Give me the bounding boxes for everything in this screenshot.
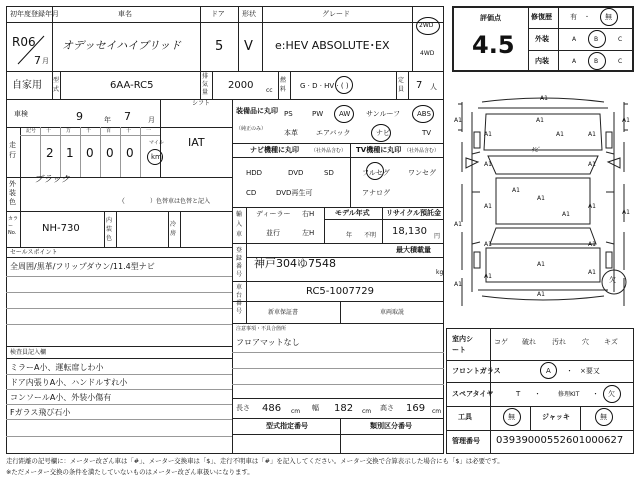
mark-front-left-fender: A1 bbox=[484, 131, 492, 138]
mark-roof: A1 bbox=[537, 195, 545, 202]
odo-cell-divider bbox=[80, 127, 81, 177]
int-grade-c: C bbox=[618, 58, 623, 65]
odo-cell-divider bbox=[40, 127, 41, 177]
car-damage-diagram bbox=[452, 92, 634, 318]
odo-unit-km: km bbox=[151, 153, 162, 161]
navi-hdd: HDD bbox=[246, 169, 263, 177]
repair-label: 修復歴 bbox=[531, 13, 552, 21]
mark-right-a: A1 bbox=[622, 117, 630, 124]
jack-value: 無 bbox=[600, 413, 607, 421]
spare-missing: 欠 bbox=[608, 390, 615, 398]
length-value: 486 bbox=[262, 403, 282, 414]
displacement-value: 2000 bbox=[228, 80, 254, 91]
repair-no: 無 bbox=[605, 13, 612, 21]
shift-value: IAT bbox=[188, 136, 205, 149]
inspection-month: 7 bbox=[124, 110, 131, 123]
equip-ps: PS bbox=[284, 110, 293, 118]
max-load-label: 最大積載量 bbox=[396, 246, 431, 254]
displacement-label: 排気量 bbox=[202, 73, 209, 96]
odo-unit-header: 一 bbox=[146, 128, 152, 134]
tools-value-circle bbox=[503, 408, 521, 426]
use-type: 自家用 bbox=[12, 80, 42, 91]
odo-digit: 0 bbox=[86, 146, 94, 160]
height-label: 高さ bbox=[380, 404, 394, 412]
mark-front-right-fender: A1 bbox=[588, 131, 596, 138]
first-reg-month-suffix: 月 bbox=[42, 57, 49, 65]
spare-kit: 修理KIT bbox=[558, 391, 580, 398]
width-label: 幅 bbox=[312, 404, 319, 412]
equip-tv: TV bbox=[422, 129, 432, 137]
odo-digit: 0 bbox=[126, 146, 134, 160]
mark-hood: A1 bbox=[536, 117, 544, 124]
equip-airbag: エアバック bbox=[316, 129, 351, 137]
mark-rear-right: A1 bbox=[588, 269, 596, 276]
odo-unit-header: 十 bbox=[126, 128, 132, 134]
shape-value: V bbox=[244, 39, 253, 54]
mark-rear-bumper: A1 bbox=[537, 291, 545, 298]
tv-label: TV機種に丸印 bbox=[356, 146, 402, 154]
odo-unit-header: 千 bbox=[86, 128, 92, 134]
notes-label: 注意事項・不具合箇所 bbox=[236, 326, 287, 332]
spare-dot1: ・ bbox=[534, 390, 541, 398]
sales-point-label: セールスポイント bbox=[10, 249, 58, 256]
footer-line-1: 走行距離の記号欄に：メーター改ざん車は「#」、メーター交換車は「$」、走行不明車は「#」を記入してください。メーター交換で合算表示した場合にも「$」は必要です。 bbox=[6, 457, 504, 465]
equip-abs-circle bbox=[412, 105, 434, 123]
odo-cell-divider bbox=[100, 127, 101, 177]
windshield-dot: ・ bbox=[566, 367, 573, 375]
exterior-label: 外装色 bbox=[9, 180, 16, 206]
seat-hole: 穴 bbox=[582, 338, 589, 346]
model-year-year: 年 bbox=[346, 232, 353, 239]
mark-right-quarter: A1 bbox=[588, 241, 596, 248]
score-label: 評価点 bbox=[480, 14, 501, 22]
model-year-label: モデル年式 bbox=[335, 209, 370, 217]
repair-dot: ・ bbox=[584, 14, 591, 21]
width-unit: cm bbox=[362, 408, 372, 415]
mark-hood-2: A1 bbox=[556, 131, 564, 138]
tools-value: 無 bbox=[508, 413, 515, 421]
length-label: 長さ bbox=[236, 404, 250, 412]
height-unit: cm bbox=[432, 408, 442, 415]
fuel-label: 燃料 bbox=[280, 77, 287, 93]
color-no-value: NH-730 bbox=[42, 223, 80, 234]
manual-label: 車両取説 bbox=[380, 309, 405, 316]
import-parallel: 並行 bbox=[266, 229, 280, 237]
exterior-color: ブラック bbox=[34, 175, 70, 185]
color-note-paren: （ bbox=[118, 197, 125, 205]
recycle-fee-label: リサイクル預託金 bbox=[386, 209, 442, 217]
car-name-label: 車名 bbox=[118, 10, 132, 18]
mark-right-front-door: A1 bbox=[588, 161, 596, 168]
warranty-label: 新車保証書 bbox=[268, 309, 299, 316]
grade-value: e:HEV ABSOLUTE･EX bbox=[275, 39, 390, 52]
spare-dot2: ・ bbox=[592, 390, 599, 398]
mark-right-side: A1 bbox=[622, 209, 630, 216]
tv-note: （社外品含む） bbox=[404, 148, 440, 154]
drive-4wd: 4WD bbox=[420, 50, 435, 57]
tv-fullseg-circle bbox=[366, 162, 384, 180]
odo-unit-header: 記号 bbox=[26, 128, 37, 134]
car-outline bbox=[452, 92, 634, 314]
inspector-line-1: ミラーA小、運転席しわ小 bbox=[10, 363, 104, 372]
import-left-h: 左H bbox=[302, 229, 315, 237]
odo-digit: 1 bbox=[66, 146, 74, 160]
drive-2wd-circle bbox=[416, 17, 440, 35]
height-value: 169 bbox=[406, 403, 426, 414]
ext-grade-b-circle bbox=[588, 30, 606, 48]
sales-point-text: 全周囲/黒革/フリップダウン/11.4型ナビ bbox=[10, 262, 155, 271]
odo-cell-divider bbox=[140, 127, 141, 177]
notes-text: フロアマットなし bbox=[236, 338, 300, 347]
mark-left-a: A1 bbox=[454, 117, 462, 124]
inspection-label: 車検 bbox=[14, 110, 28, 118]
import-label: 輸入車 bbox=[236, 211, 243, 238]
mark-right-rear-door: A1 bbox=[588, 203, 596, 210]
seat-dirt: 汚れ bbox=[552, 338, 566, 346]
class-number-label: 類別区分番号 bbox=[370, 422, 412, 430]
windshield-x: ×要又 bbox=[580, 367, 600, 375]
equip-navi: ナビ bbox=[376, 129, 390, 137]
width-value: 182 bbox=[334, 403, 354, 414]
ext-grade-c: C bbox=[618, 36, 623, 43]
int-grade-b-circle bbox=[588, 52, 606, 70]
mark-spare-missing: 欠 bbox=[609, 276, 616, 284]
chassis-value: RC5-1007729 bbox=[306, 286, 374, 297]
int-grade-a: A bbox=[572, 58, 577, 65]
type-designation-label: 型式指定番号 bbox=[266, 422, 308, 430]
mark-front-bumper: A1 bbox=[540, 95, 548, 102]
spare-label: スペアタイヤ bbox=[452, 390, 494, 398]
odo-unit-mile: マイル bbox=[149, 140, 164, 146]
grade-label: グレード bbox=[322, 10, 350, 18]
chassis-label: 車台番号 bbox=[236, 284, 243, 315]
equip-sunroof: サンルーフ bbox=[366, 110, 401, 118]
footer-line-2: ※ただメーター交換の条件を満たしていないものはメーター改ざん車扱いになります。 bbox=[6, 468, 254, 476]
spare-t: T bbox=[516, 390, 521, 398]
registration-number: 神戸304ゆ7548 bbox=[254, 257, 336, 270]
first-reg-era-year: R06 bbox=[12, 35, 36, 49]
mgmt-label: 管理番号 bbox=[452, 437, 480, 445]
navi-dvd: DVD bbox=[288, 169, 304, 177]
import-right-h: 右H bbox=[302, 210, 315, 218]
mark-rear-left: A1 bbox=[484, 273, 492, 280]
exterior-grade-label: 外装 bbox=[535, 35, 549, 43]
mark-left-side: A1 bbox=[454, 221, 462, 228]
capacity-unit: 人 bbox=[430, 83, 437, 91]
jack-label: ジャッキ bbox=[542, 413, 570, 421]
mark-roof-2: A1 bbox=[512, 187, 520, 194]
windshield-a-circle bbox=[540, 362, 557, 379]
repair-yes: 有 bbox=[570, 13, 577, 21]
windshield-label: フロントガラス bbox=[452, 367, 501, 375]
doors-label: ドア bbox=[211, 10, 225, 18]
inspector-label: 検査員記入欄 bbox=[10, 349, 47, 356]
odo-unit-header: 万 bbox=[66, 128, 72, 134]
tv-oneseg: ワンセグ bbox=[408, 169, 436, 177]
equip-navi-circle bbox=[371, 124, 391, 142]
inspector-line-2: ドア内張りA小、ハンドルすれ小 bbox=[10, 378, 128, 387]
odo-digit: 0 bbox=[106, 146, 114, 160]
color-note: ）色替車は色替と記入 bbox=[150, 198, 211, 205]
mark-windshield: ﾅﾋﾞ bbox=[532, 147, 542, 154]
odo-label: 走行 bbox=[9, 141, 16, 159]
shift-label: シフト bbox=[192, 100, 211, 107]
registration-label: 登録番号 bbox=[236, 247, 243, 278]
recycle-fee-value: 18,130 bbox=[392, 226, 427, 237]
equipment-sublabel: （純正のみ） bbox=[236, 126, 267, 132]
car-name: オデッセイハイブリッド bbox=[62, 39, 182, 52]
ext-grade-a: A bbox=[572, 36, 577, 43]
inspection-year: 9 bbox=[76, 110, 83, 123]
odo-digit: 2 bbox=[46, 146, 54, 160]
ext-grade-b: B bbox=[594, 36, 599, 43]
equip-pw: PW bbox=[312, 110, 324, 118]
recycle-fee-unit: 円 bbox=[434, 233, 441, 240]
interior-grade-label: 内装 bbox=[535, 57, 549, 65]
mark-left-rocker: A1 bbox=[454, 281, 462, 288]
fuel-options: G · D · HV · ( ) bbox=[300, 82, 349, 90]
mark-left-quarter: A1 bbox=[484, 241, 492, 248]
equip-aw-circle bbox=[334, 105, 354, 123]
model-value: 6AA-RC5 bbox=[110, 80, 154, 91]
first-reg-month: 7 bbox=[34, 54, 41, 67]
jack-value-circle bbox=[595, 408, 613, 426]
mgmt-value: 0393900055260100062​7 bbox=[496, 435, 624, 446]
mark-left-rear-door: A1 bbox=[484, 203, 492, 210]
fuel-hv-circle bbox=[335, 76, 353, 94]
mark-trunk: A1 bbox=[537, 261, 545, 268]
seat-label: 室内シート bbox=[452, 335, 473, 354]
navi-dvd-play: DVD再生可 bbox=[276, 189, 313, 197]
odo-cell-divider bbox=[60, 127, 61, 177]
import-dealer: ディーラー bbox=[256, 210, 291, 218]
equipment-label: 装備品に丸印 bbox=[236, 107, 278, 115]
odo-unit-header: 百 bbox=[106, 128, 112, 134]
doors-value: 5 bbox=[215, 39, 224, 54]
equip-leather: 本革 bbox=[284, 129, 298, 137]
windshield-a: A bbox=[546, 367, 551, 375]
seat-scratch: キズ bbox=[604, 338, 618, 346]
navi-sd: SD bbox=[324, 169, 334, 177]
drive-2wd: 2WD bbox=[419, 22, 434, 29]
tools-label: 工具 bbox=[458, 413, 472, 421]
navi-note: （社外品含む） bbox=[311, 148, 347, 154]
inspection-month-unit: 月 bbox=[148, 116, 155, 124]
max-load-unit: kg bbox=[436, 269, 444, 276]
capacity-label: 定員 bbox=[398, 77, 405, 93]
odo-unit-header: 十 bbox=[46, 128, 52, 134]
seat-burn: コゲ bbox=[494, 338, 508, 346]
navi-label: ナビ機種に丸印 bbox=[250, 146, 299, 154]
navi-cd: CD bbox=[246, 189, 257, 197]
capacity-value: 7 bbox=[416, 80, 423, 91]
inspection-year-unit: 年 bbox=[104, 116, 111, 124]
length-unit: cm bbox=[291, 408, 301, 415]
repair-no-circle bbox=[600, 8, 618, 26]
equip-abs: ABS bbox=[417, 110, 431, 118]
shape-label: 形状 bbox=[242, 10, 256, 18]
aircon-label: 冷房 bbox=[170, 221, 177, 237]
equip-aw: AW bbox=[339, 110, 351, 118]
score-value: 4.5 bbox=[472, 31, 515, 59]
odo-km-circle bbox=[147, 149, 163, 165]
spare-missing-circle bbox=[603, 385, 621, 403]
mark-roof-3: A1 bbox=[562, 211, 570, 218]
inspector-line-3: コンソールA小、外装小傷有 bbox=[10, 393, 112, 402]
seat-tear: 破れ bbox=[522, 338, 536, 346]
inspector-line-4: Fガラス飛び石小 bbox=[10, 408, 71, 417]
tv-analog: アナログ bbox=[362, 189, 390, 197]
tv-fullseg: フルセグ bbox=[362, 169, 390, 177]
displacement-unit: cc bbox=[266, 87, 273, 94]
first-reg-label: 初年度登録年月 bbox=[10, 10, 59, 18]
model-year-unknown: 不明 bbox=[364, 232, 377, 239]
color-no-label: カラーNo. bbox=[8, 216, 19, 236]
interior-color-label: 内装色 bbox=[106, 217, 113, 242]
model-label: 型式 bbox=[53, 77, 60, 93]
mark-left-front-door: A1 bbox=[484, 161, 492, 168]
odo-cell-divider bbox=[120, 127, 121, 177]
int-grade-b: B bbox=[594, 58, 599, 65]
